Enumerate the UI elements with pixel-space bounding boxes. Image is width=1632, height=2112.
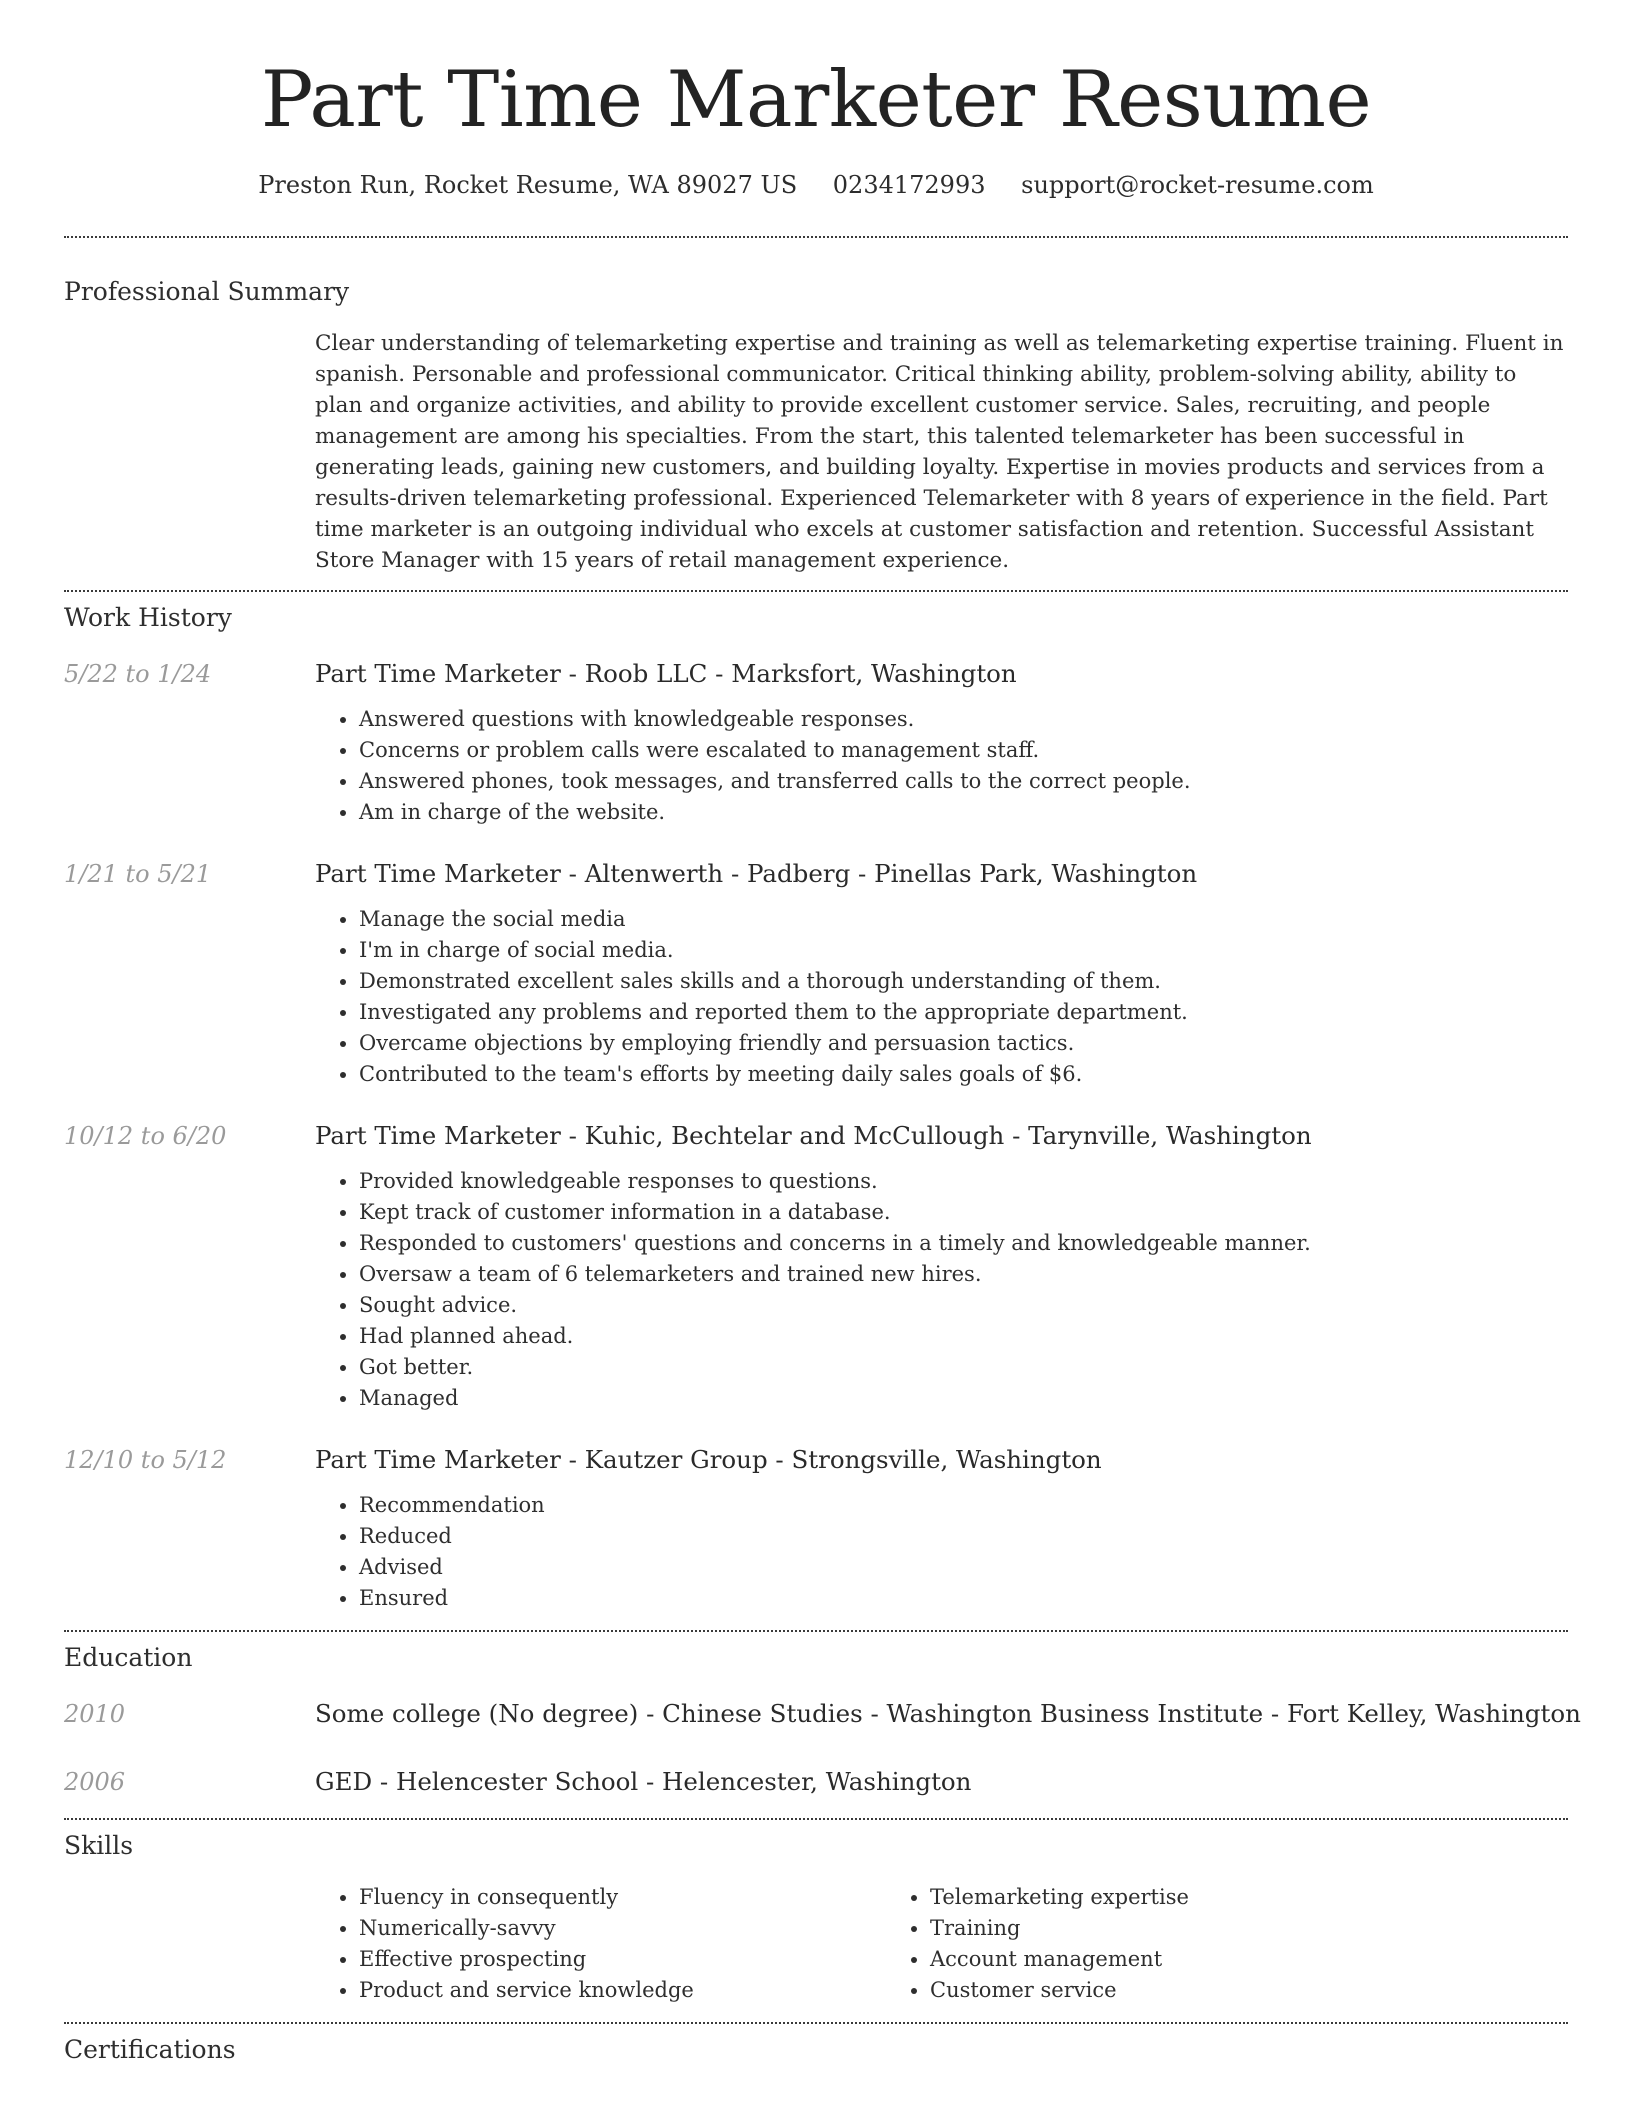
education-entry: [64, 1766, 1568, 1798]
job-bullet: • Oversaw a team of 6 telemarketers and trained new hires.: [359, 1259, 1568, 1290]
job-bullet: • I'm in charge of social media.: [359, 935, 1568, 966]
job-title: Part Time Marketer - Altenwerth - Padberg - Pinellas Park, Washington: [315, 859, 1198, 888]
skill-item: • Customer service: [930, 1975, 1457, 2006]
job-dates: 12/10 to 5/12: [64, 1446, 227, 1474]
job-bullet: • Manage the social media: [359, 904, 1568, 935]
education-text: Some college (No degree) - Chinese Studies - Washington Business Institute - Fort Kelley, Washington: [315, 1699, 1581, 1728]
skills-section: [64, 1830, 1568, 2006]
job-entry: [64, 858, 1568, 1090]
resume-page: [64, 0, 1581, 2066]
contact-email[interactable]: support@rocket-resume.com: [1021, 171, 1374, 199]
job-title: Part Time Marketer - Kuhic, Bechtelar and McCullough - Tarynville, Washington: [315, 1121, 1312, 1150]
education-section: [64, 1642, 1581, 1798]
section-divider: [64, 1818, 1568, 1820]
certifications-section: [64, 2034, 1568, 2066]
skills-column-1: [315, 1882, 886, 2006]
summary-left-spacer: [64, 328, 315, 576]
job-dates: 5/22 to 1/24: [64, 660, 212, 688]
job-bullet: • Sought advice.: [359, 1290, 1568, 1321]
section-divider: [64, 1630, 1568, 1632]
skill-item: • Effective prospecting: [359, 1944, 886, 1975]
section-heading-certifications: Certifications: [64, 2035, 236, 2064]
job-bullets: [315, 904, 1568, 1090]
education-entry: [64, 1698, 1581, 1730]
skill-item: • Product and service knowledge: [359, 1975, 886, 2006]
contact-line: [64, 168, 1568, 202]
job-bullet: • Had planned ahead.: [359, 1321, 1568, 1352]
section-heading-skills: Skills: [64, 1831, 134, 1860]
job-bullet: • Am in charge of the website.: [359, 797, 1568, 828]
job-bullet: • Got better.: [359, 1352, 1568, 1383]
job-bullet: • Overcame objections by employing friendly and persuasion tactics.: [359, 1028, 1568, 1059]
job-entry: [64, 1120, 1568, 1414]
work-history-section: [64, 602, 1568, 1614]
job-bullets: [315, 1166, 1568, 1414]
contact-phone: 0234172993: [832, 171, 986, 199]
job-bullet: • Contributed to the team's efforts by meeting daily sales goals of $6.: [359, 1059, 1568, 1090]
skills-column-2: [886, 1882, 1457, 2006]
job-title: Part Time Marketer - Roob LLC - Marksfort, Washington: [315, 659, 1017, 688]
job-bullets: [315, 1490, 1568, 1614]
skill-item: • Telemarketing expertise: [930, 1882, 1457, 1913]
job-bullet: • Managed: [359, 1383, 1568, 1414]
education-year: 2010: [64, 1700, 126, 1728]
resume-title: Part Time Marketer Resume: [260, 55, 1372, 145]
job-bullet: • Reduced: [359, 1521, 1568, 1552]
education-text: GED - Helencester School - Helencester, Washington: [315, 1767, 972, 1796]
section-divider: [64, 590, 1568, 592]
job-title: Part Time Marketer - Kautzer Group - Strongsville, Washington: [315, 1445, 1102, 1474]
job-bullet: • Concerns or problem calls were escalated to management staff.: [359, 735, 1568, 766]
job-bullets: [315, 704, 1568, 828]
section-divider: [64, 236, 1568, 238]
job-bullet: • Recommendation: [359, 1490, 1568, 1521]
job-entry: [64, 658, 1568, 828]
section-heading-education: Education: [64, 1643, 193, 1672]
section-heading-work-history: Work History: [64, 603, 232, 632]
job-bullet: • Responded to customers' questions and concerns in a timely and knowledgeable manner.: [359, 1228, 1568, 1259]
contact-address: Preston Run, Rocket Resume, WA 89027 US: [258, 171, 798, 199]
job-bullet: • Provided knowledgeable responses to questions.: [359, 1166, 1568, 1197]
job-bullet: • Advised: [359, 1552, 1568, 1583]
job-dates: 10/12 to 6/20: [64, 1122, 227, 1150]
skill-item: • Fluency in consequently: [359, 1882, 886, 1913]
job-bullet: • Kept track of customer information in a database.: [359, 1197, 1568, 1228]
section-divider: [64, 2022, 1568, 2024]
section-heading-summary: Professional Summary: [64, 277, 350, 306]
skill-item: • Numerically-savvy: [359, 1913, 886, 1944]
job-bullet: • Investigated any problems and reported them to the appropriate department.: [359, 997, 1568, 1028]
job-bullet: • Answered questions with knowledgeable responses.: [359, 704, 1568, 735]
job-bullet: • Answered phones, took messages, and transferred calls to the correct people.: [359, 766, 1568, 797]
job-bullet: • Demonstrated excellent sales skills and a thorough understanding of them.: [359, 966, 1568, 997]
skill-item: • Training: [930, 1913, 1457, 1944]
summary-section: [64, 276, 1568, 576]
summary-text: Clear understanding of telemarketing expertise and training as well as telemarketing expertise training. Fluent in spanish. Personable and professional communicator. Critical thinking ability, problem-solving ability, ability to plan and organize activities, and ability to provide excellent customer service. Sales, recruiting, and people management are among his specialties. From the start, this talented telemarketer has been successful in generating leads, gaining new customers, and building loyalty. Expertise in movies products and services from a results-driven telemarketing professional. Experienced Telemarketer with 8 years of experience in the field. Part time marketer is an outgoing individual who excels at customer satisfaction and retention. Successful Assistant Store Manager with 15 years of retail management experience.: [315, 331, 1564, 573]
job-entry: [64, 1444, 1568, 1614]
education-year: 2006: [64, 1768, 126, 1796]
job-bullet: • Ensured: [359, 1583, 1568, 1614]
job-dates: 1/21 to 5/21: [64, 860, 212, 888]
skill-item: • Account management: [930, 1944, 1457, 1975]
